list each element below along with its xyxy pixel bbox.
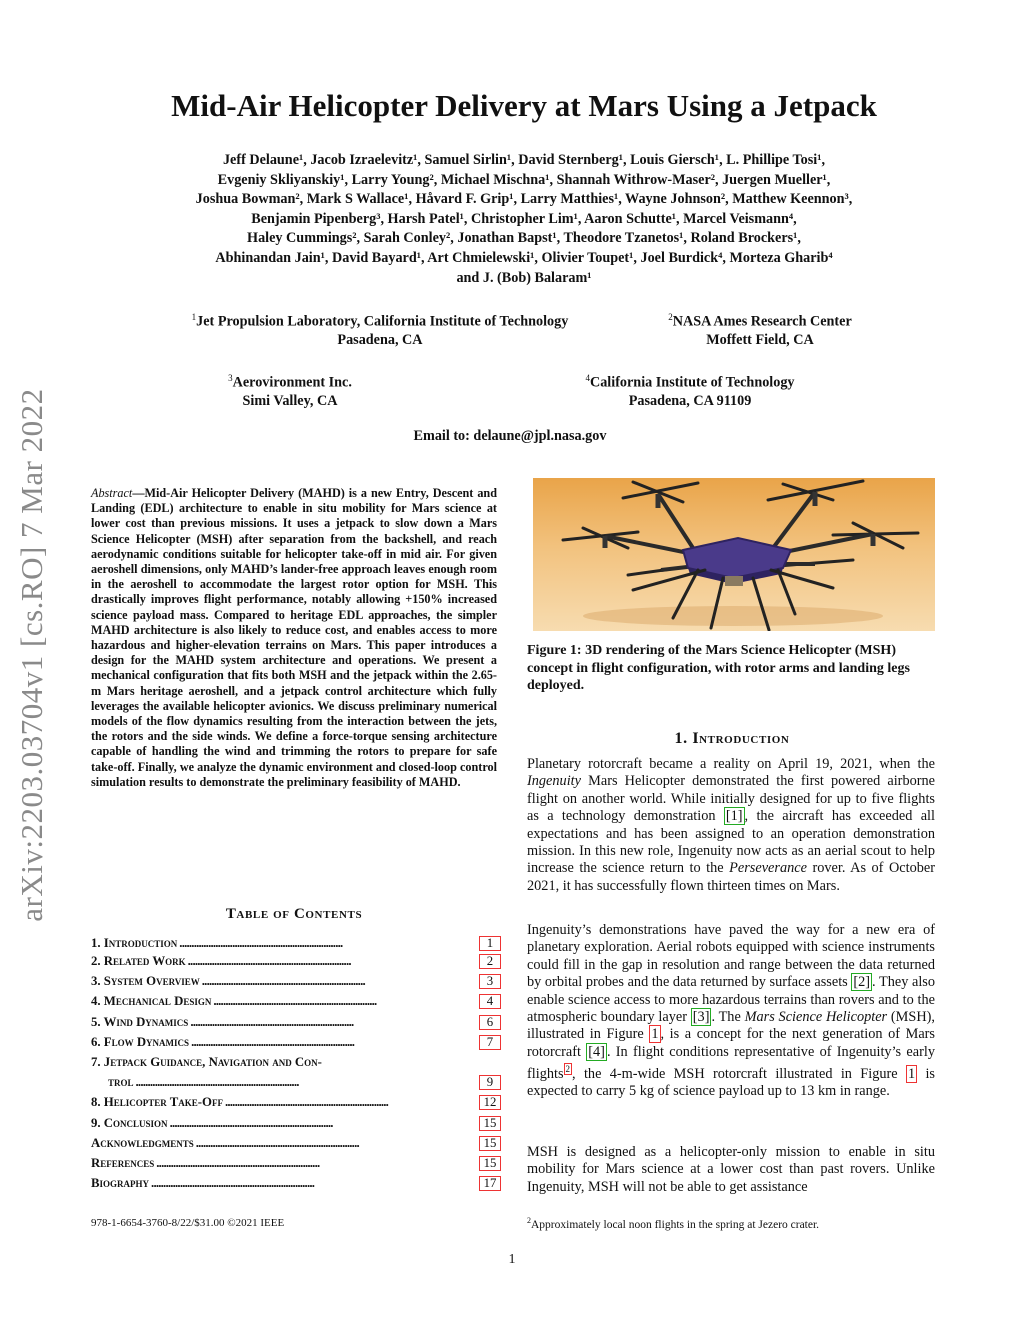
abstract <box>91 486 497 790</box>
contact-email[interactable]: Email to: delaune@jpl.nasa.gov <box>413 428 607 444</box>
toc-page-link[interactable]: 15 <box>479 1136 501 1151</box>
author-line: Abhinandan Jain¹, David Bayard¹, Art Chmielewski¹, Olivier Toupet¹, Joel Burdick⁴, Morteza Gharib⁴ <box>215 249 833 266</box>
toc-entry[interactable]: 3. System Overview . . . 3 <box>91 974 501 994</box>
toc-page-link[interactable]: 7 <box>479 1035 501 1050</box>
affiliation-nasa-ames: $^2$NASA Ames Research Center Moffett Field, CA <box>668 312 852 348</box>
citation-link[interactable]: [2] <box>853 974 871 991</box>
citation-link[interactable]: [4] <box>588 1043 605 1060</box>
paper-title: Mid-Air Helicopter Delivery at Mars Using a Jetpack <box>171 88 877 123</box>
toc-page-link[interactable]: 3 <box>479 974 501 989</box>
toc-entry-continued[interactable]: trol . . . 9 <box>91 1075 501 1095</box>
figure-link[interactable]: 1 <box>907 1066 916 1083</box>
intro-paragraph-2: Ingenuity’s demonstrations have paved the way for a new era of planetary exploration. Aerial robots equipped with science instruments could fill in the gap in resolution and range between the data returned by orbital probes and the data returned by surface assets [2] . They also enable science access to more hazardous terrains than rovers and to the atmospheric boundary layer [3] . The Mars Science Helicopter (MSH), illustrated in Figure 1 , is a concept for the next generation of Mars rotorcraft [4] . In flight conditions representative of Ingenuity’s early flights $^2$ , the 4-m-wide MSH rotorcraft illustrated in Figure 1 is expected to carry 5 kg of science payload up to 13 km in range. <box>527 922 936 1100</box>
figure-label: Figure 1 <box>527 643 577 658</box>
page-number: 1 <box>508 1252 516 1267</box>
toc-page-link[interactable]: 9 <box>479 1075 501 1090</box>
author-line: and J. (Bob) Balaram¹ <box>456 269 592 286</box>
figure-link[interactable]: 1 <box>651 1026 659 1043</box>
toc-page-link[interactable]: 1 <box>479 936 501 951</box>
toc-entry[interactable]: Biography . . . 17 <box>91 1176 501 1196</box>
toc-page-link[interactable]: 15 <box>479 1116 501 1131</box>
toc-entry[interactable]: 7. Jetpack Guidance, Navigation and Con- <box>91 1054 322 1069</box>
toc-entry[interactable]: 1. Introduction . . . 1 <box>91 936 501 954</box>
copyright-notice: 978-1-6654-3760-8/22/$31.00 ©2021 IEEE <box>91 1217 285 1229</box>
toc-page-link[interactable]: 6 <box>479 1015 501 1030</box>
toc-page-link[interactable]: 15 <box>479 1156 501 1171</box>
footnote: $^2$Approximately local noon flights in the spring at Jezero crater. <box>527 1216 820 1231</box>
figure-caption: Figure 1: 3D rendering of the Mars Science Helicopter (MSH) concept in flight configuration, with rotor arms and landing legs deployed. <box>527 643 910 693</box>
toc-heading: Table of Contents <box>225 906 363 922</box>
affiliation-aerovironment: $^3$Aerovironment Inc. Simi Valley, CA <box>228 373 352 409</box>
toc-page-link[interactable]: 12 <box>479 1095 501 1110</box>
affiliation-jpl: $^1$Jet Propulsion Laboratory, California Institute of Technology Pasadena, CA <box>191 312 569 348</box>
toc-entry[interactable]: 2. Related Work . . . 2 <box>91 954 501 974</box>
intro-paragraph-3: MSH is designed as a helicopter-only mission to enable in situ mobility for Mars science at a lower cost than past rovers. Unlike Ingenuity, MSH will not be able to get assistance <box>527 1144 935 1195</box>
toc-entry[interactable]: 6. Flow Dynamics . . . 7 <box>91 1035 501 1055</box>
author-line: Jeff Delaune¹, Jacob Izraelevitz¹, Samuel Sirlin¹, David Sternberg¹, Louis Giersch¹, L. Phillipe Tosi¹, <box>222 152 826 168</box>
arxiv-identifier-stamp: arXiv:2203.03704v1 [cs.RO] 7 Mar 2022 <box>14 388 49 922</box>
toc-page-link[interactable]: 17 <box>479 1176 501 1191</box>
author-line: Evgeniy Skliyanskiy¹, Larry Young², Michael Mischna¹, Shannah Withrow-Maser², Juergen Mueller¹, <box>217 171 831 188</box>
citation-link[interactable]: [1] <box>725 808 743 825</box>
abstract-label: Abstract <box>91 486 133 500</box>
helicopter-illustration <box>533 478 935 631</box>
toc-entry[interactable]: References . . . 15 <box>91 1156 501 1176</box>
toc-entry[interactable]: 4. Mechanical Design . . . 4 <box>91 994 501 1014</box>
author-line: Benjamin Pipenberg³, Harsh Patel¹, Christopher Lim¹, Aaron Schutte¹, Marcel Veismann⁴, <box>251 210 797 227</box>
author-line: Joshua Bowman², Mark S Wallace¹, Håvard F. Grip¹, Larry Matthies¹, Wayne Johnson², Matthew Keennon³, <box>195 191 853 208</box>
intro-paragraph-1: Planetary rotorcraft became a reality on April 19, 2021, when the Ingenuity Mars Helicopter demonstrated the first powered airborne flight on another world. While initially designed for up to five flights as a technology demonstration [1] , the aircraft has exceeded all expectations and has been assigned to an operation demonstration mission. In this new role, Ingenuity now acts as an aerial scout to help increase the science return to the Perseverance rover. As of October 2021, it has successfully flown thirteen times on Mars. <box>527 756 935 894</box>
section-heading-introduction: 1. Introduction <box>674 730 790 747</box>
affiliation-caltech: $^4$California Institute of Technology Pasadena, CA 91109 <box>585 373 795 409</box>
toc-entry[interactable]: 8. Helicopter Take-Off . . . 12 <box>91 1095 501 1115</box>
footnote-link[interactable]: 2 <box>565 1064 571 1075</box>
abstract-text: —Mid-Air Helicopter Delivery (MAHD) is a new Entry, Descent and Landing (EDL) architecture to enable in situ mobility for Mars science at lower cost than previous missions. It uses a jetpack to slow down a Mars Science Helicopter (MSH) after separation from the backshell, and reach aerodynamic conditions suitable for helicopter take-off in mid air. For given aeroshell dimensions, only MAHD’s lander-free approach leaves enough room in the aeroshell to accommodate the largest rotor option for MSH. This drastically improves flight performance, notably allowing +150% increased science payload mass. Compared to heritage EDL approaches, the simpler MAHD architecture is also likely to reduce cost, and enables access to more hazardous and higher-elevation terrains on Mars. This paper introduces a design for the MAHD system architecture and operations. We present a mechanical configuration that fits both MSH and the jetpack within the 2.65-m Mars heritage aeroshell, and a jetpack control architecture which fully leverages the available helicopter avionics. We discuss preliminary numerical models of the flow dynamics resulting from the interaction between the jets, the rotors and the side winds. We define a force-torque sensing architecture capable of handling the wind and trimming the rotors to prepare for safe take-off. Finally, we analyze the dynamic environment and closed-loop control simulation results to demonstrate the preliminary feasibility of MAHD. <box>91 486 497 789</box>
figure-msh-rendering <box>533 478 935 631</box>
author-list <box>100 151 948 288</box>
toc-page-link[interactable]: 4 <box>479 994 501 1009</box>
table-of-contents <box>91 936 501 1196</box>
toc-entry[interactable]: 9. Conclusion . . . 15 <box>91 1116 501 1136</box>
author-line: Haley Cummings², Sarah Conley², Jonathan Bapst¹, Theodore Tzanetos¹, Roland Brockers¹, <box>247 230 801 247</box>
toc-entry[interactable]: 5. Wind Dynamics . . . 6 <box>91 1015 501 1035</box>
toc-page-link[interactable]: 2 <box>479 954 501 969</box>
toc-entry[interactable]: Acknowledgments . . . 15 <box>91 1136 501 1156</box>
citation-link[interactable]: [3] <box>692 1009 710 1026</box>
